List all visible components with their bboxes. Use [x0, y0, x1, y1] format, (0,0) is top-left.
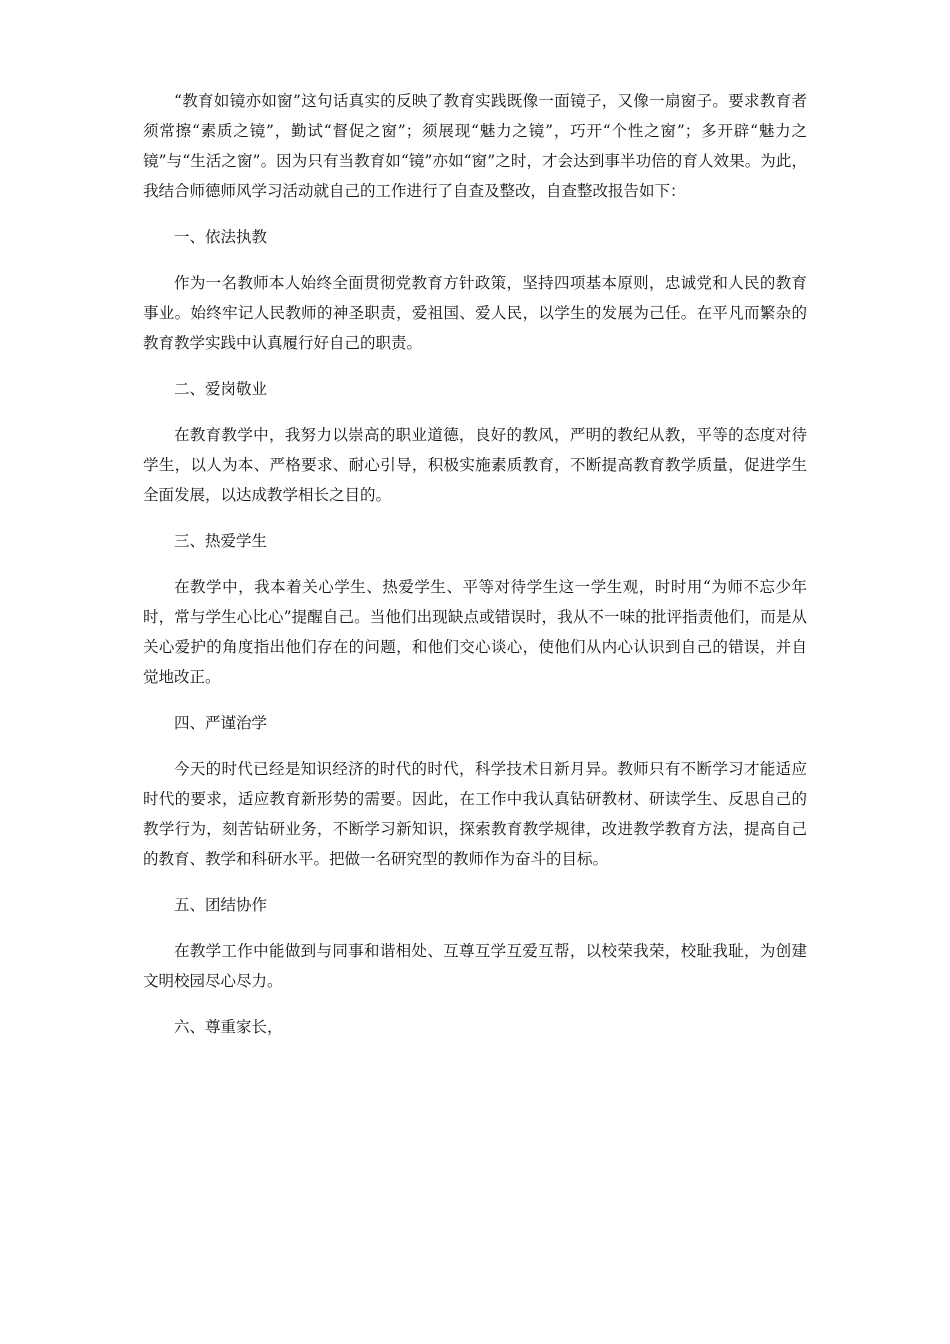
- section-body-1: 作为一名教师本人始终全面贯彻党教育方针政策，坚持四项基本原则，忠诚党和人民的教育事业。始终牢记人民教师的神圣职责，爱祖国、爱人民，以学生的发展为己任。在平凡而繁杂的教育教学实践中认真履行好自己的职责。: [143, 274, 807, 352]
- section-body-2: 在教育教学中，我努力以崇高的职业道德，良好的教风，严明的教纪从教，平等的态度对待学生，以人为本、严格要求、耐心引导，积极实施素质教育，不断提高教育教学质量，促进学生全面发展，以达成教学相长之目的。: [143, 426, 807, 504]
- section-heading-3: 三、热爱学生: [174, 532, 268, 550]
- section-heading-6: 六、尊重家长，: [174, 1018, 283, 1036]
- section-body-5: 在教学工作中能做到与同事和谐相处、互尊互学互爱互帮，以校荣我荣，校耻我耻，为创建文明校园尽心尽力。: [143, 942, 807, 990]
- intro-paragraph: “教育如镜亦如窗”这句话真实的反映了教育实践既像一面镜子，又像一扇窗子。要求教育者须常擦“素质之镜”，勤试“督促之窗”；须展现“魅力之镜”，巧开“个性之窗”；多开辟“魅力之镜”与“生活之窗”。因为只有当教育如“镜”亦如“窗”之时，才会达到事半功倍的育人效果。为此，我结合师德师风学习活动就自己的工作进行了自查及整改，自查整改报告如下：: [143, 92, 807, 200]
- section-body-3: 在教学中，我本着关心学生、热爱学生、平等对待学生这一学生观，时时用“为师不忘少年时，常与学生心比心”提醒自己。当他们出现缺点或错误时，我从不一味的批评指责他们，而是从关心爱护的角度指出他们存在的问题，和他们交心谈心，使他们从内心认识到自己的错误，并自觉地改正。: [143, 578, 807, 686]
- section-heading-4: 四、严谨治学: [174, 714, 268, 732]
- section-heading-2: 二、爱岗敬业: [174, 380, 268, 398]
- section-heading-5: 五、团结协作: [174, 896, 268, 914]
- section-heading-1: 一、依法执教: [174, 228, 268, 246]
- section-body-4: 今天的时代已经是知识经济的时代的时代，科学技术日新月异。教师只有不断学习才能适应时代的要求，适应教育新形势的需要。因此，在工作中我认真钻研教材、研读学生、反思自己的教学行为，刻苦钻研业务，不断学习新知识，探索教育教学规律，改进教学教育方法，提高自己的教育、教学和科研水平。把做一名研究型的教师作为奋斗的目标。: [143, 760, 807, 868]
- document-body: [143, 86, 807, 1042]
